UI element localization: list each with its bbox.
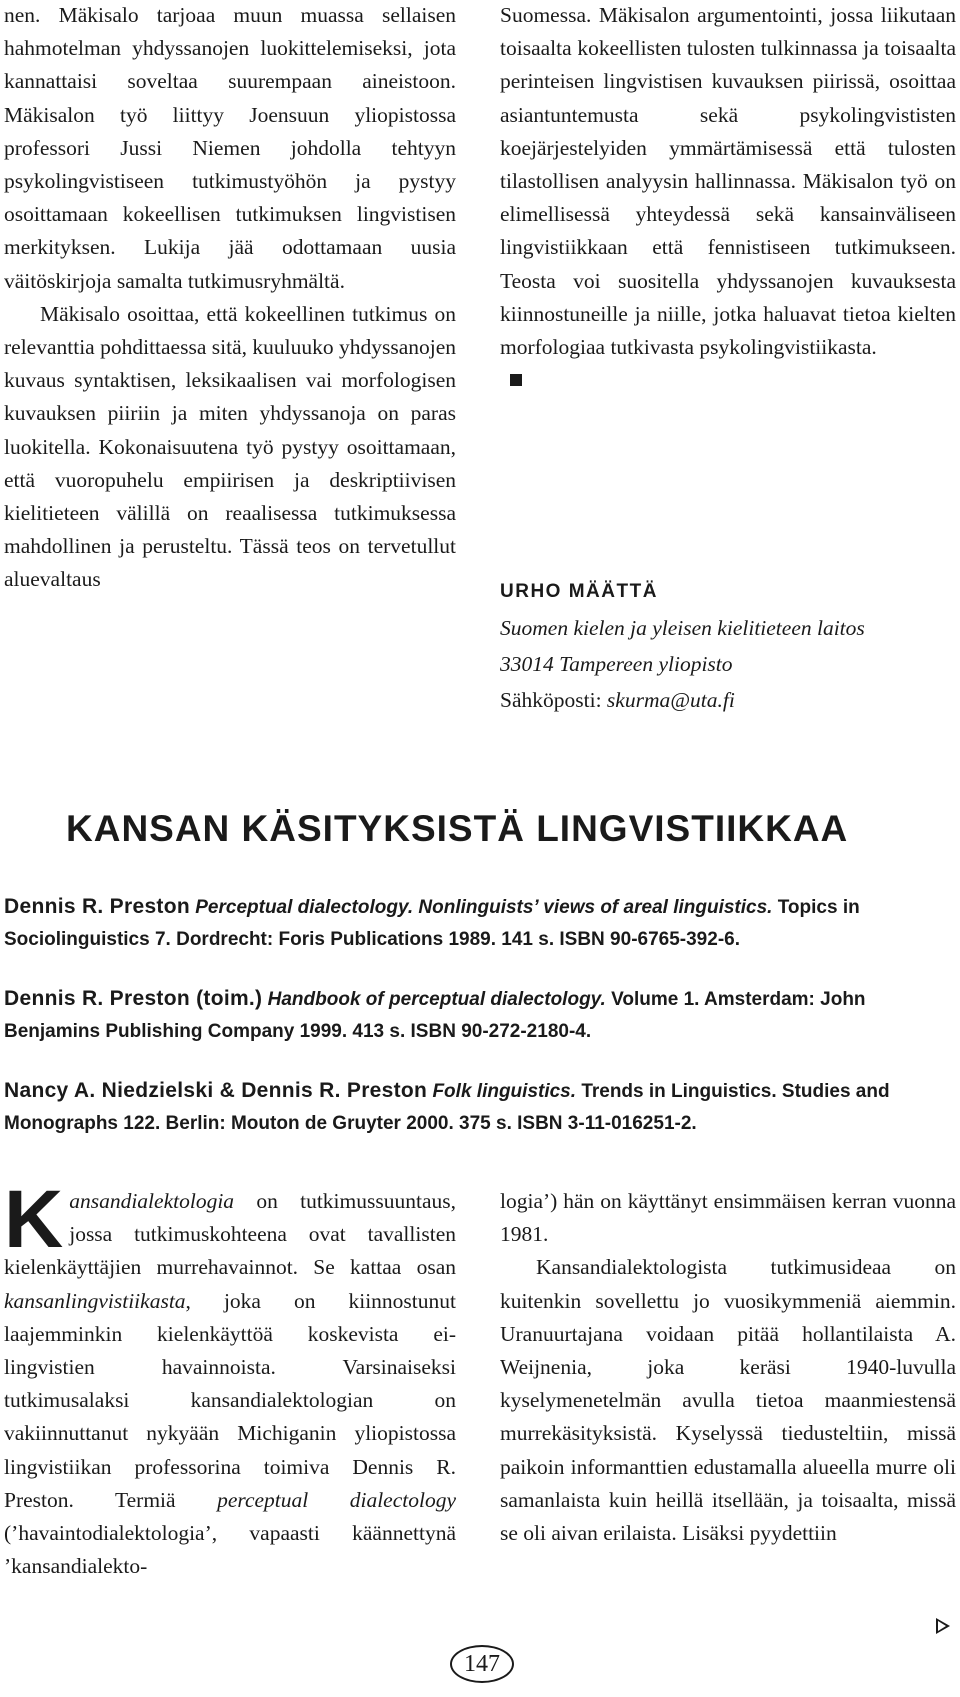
- reviewer-affiliation: Suomen kielen ja yleisen kielitieteen laitos: [500, 616, 865, 640]
- bottom-left-column: [4, 1174, 456, 1583]
- reviewer-signature: [500, 574, 956, 718]
- reference-author: Nancy A. Niedzielski & Dennis R. Preston: [4, 1079, 428, 1102]
- reference-author: Dennis R. Preston (toim.): [4, 987, 263, 1010]
- reference-title: Perceptual dialectology. Nonlinguists’ views of areal linguistics.: [195, 897, 773, 918]
- paragraph: [4, 1174, 456, 1583]
- page-number: 147: [450, 1645, 514, 1683]
- paragraph: nen. Mäkisalo tarjoaa muun muassa sellaisen hahmotelman yhdyssanojen luokittelemiseksi, jota kannattaisi soveltaa suurempaan aineistoon. Mäkisalon työ liittyy Joensuun yliopistossa professori Jussi Niemen johdolla tehtyyn psykolingvistiseen tutkimustyöhön ja pystyy osoittamaan kokeellisen tutkimuksen lingvistisen merkityksen. Lukija jää odottamaan uusia väitöskirjoja samalta tutkimusryhmältä.: [4, 3, 456, 293]
- text-run: on tutkimussuuntaus, jossa tutkimuskohteena ovat tavallisten kielenkäyttäjien murrehavainnot. Se kattaa osan: [4, 1189, 456, 1280]
- term-italic: kansanlingvistiikasta: [4, 1288, 186, 1313]
- text-run: (’havaintodialektologia’, vapaasti käännettynä ’kansandialekto-: [4, 1521, 456, 1579]
- term-italic: perceptual dialectology: [217, 1487, 456, 1512]
- email-link[interactable]: skurma@uta.fi: [606, 688, 735, 712]
- reference-author: Dennis R. Preston: [4, 895, 190, 918]
- text-run: , joka on kiinnostunut laajemminkin kielenkäyttöä koskevista ei-lingvistien havainnoista. Varsinaiseksi tutkimusalaksi kansandialektologian on vakiinnuttanut nykyään Michiganin yliopistossa lingvistiikan professorina toimiva Dennis R. Preston. Termiä: [4, 1288, 456, 1512]
- reference-title: Folk linguistics.: [432, 1081, 577, 1102]
- drop-cap: K: [4, 1174, 64, 1265]
- section-title: KANSAN KÄSITYKSISTÄ LINGVISTIIKKAA: [66, 808, 849, 849]
- reference-entry: [4, 891, 956, 956]
- bottom-right-column: [500, 1185, 956, 1550]
- paragraph: Suomessa. Mäkisalon argumentointi, jossa liikutaan toisaalta kokeellisten tulosten tulkinnassa ja toisaalta perinteisen lingvistisen kuvauksen piirissä, osoittaa asiantuntemusta sekä psykolingvististen koejärjestelyiden ymmärtämisessä että tulosten tilastollisen analyysin hallinnassa. Mäkisalon työ on elimellisessä yhteydessä sekä kansainväliseen lingvistiikkaan että fennistiseen tutkimukseen. Teosta voi suositella yhdyssanojen kuvauksesta kiinnostuneille ja niille, jotka haluavat tietoa kielten morfologiaa tutkivasta psykolingvistiikasta.: [500, 3, 956, 360]
- email-label: Sähköposti:: [500, 688, 602, 712]
- paragraph: Kansandialektologista tutkimusideaa on kuitenkin sovellettu jo vuosikymmeniä aiemmin. Uranuurtajana voidaan pitää hollantilaista A. Weijnenia, joka keräsi 1940-luvulla kyselymenetelmän avulla tietoa maanmiestensä murrekäsityksistä. Kyselyssä tiedusteltiin, missä paikoin informanttien edustamalla alueella murre oli samanlaista kuin heillä itsellään, ja toisaalta, missä se oli aivan erilaista. Lisäksi pyydettiin: [500, 1255, 956, 1546]
- term-italic: ansandialektologia: [69, 1189, 235, 1213]
- reference-entry: [4, 983, 956, 1048]
- reference-entry: [4, 1075, 956, 1140]
- reviewer-address: 33014 Tampereen yliopisto: [500, 652, 733, 676]
- end-of-article-icon: [510, 374, 522, 386]
- continue-arrow-icon: [936, 1618, 950, 1634]
- reference-details: Trends in Linguistics. Studies and Monographs 122. Berlin: Mouton de Gruyter 2000. 375 s. ISBN 3-11-016251-2.: [4, 1081, 890, 1134]
- reference-title: Handbook of perceptual dialectology.: [267, 989, 606, 1010]
- top-left-column: [4, 0, 456, 597]
- reviewer-name: URHO MÄÄTTÄ: [500, 581, 658, 602]
- paragraph: Mäkisalo osoittaa, että kokeellinen tutkimus on relevanttia pohdittaessa sitä, kuuluuko yhdyssanojen kuvaus syntaktisen, leksikaalisen vai morfologisen kuvauksen piiriin ja miten yhdyssanoja on paras luokitella. Kokonaisuutena työ pystyy osoittamaan, että vuoropuhelu empiirisen ja deskriptiivisen kielitieteen välillä on reaalisessa tutkimuksessa mahdollinen ja perusteltu. Tässä teos on tervetullut aluevaltaus: [4, 301, 457, 592]
- paragraph: logia’) hän on käyttänyt ensimmäisen kerran vuonna 1981.: [500, 1189, 956, 1247]
- reference-details: Volume 1. Amsterdam: John Benjamins Publishing Company 1999. 413 s. ISBN 90-272-2180-4.: [4, 989, 866, 1042]
- top-right-column: [500, 0, 956, 397]
- reference-details: Topics in Sociolinguistics 7. Dordrecht: Foris Publications 1989. 141 s. ISBN 90-6765-392-6.: [4, 897, 860, 950]
